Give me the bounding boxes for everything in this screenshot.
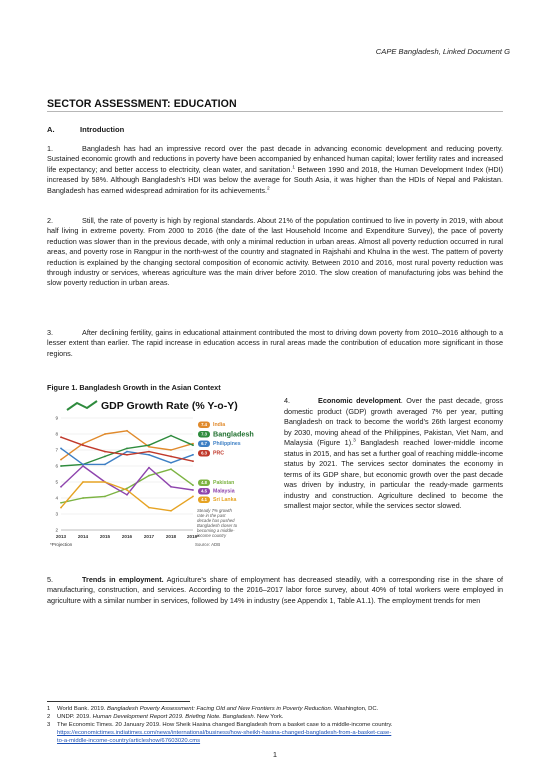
paragraph-number: 1. [47, 144, 54, 153]
legend-label: Philippines [213, 441, 241, 447]
data-point [126, 451, 128, 453]
section-letter: A. [47, 125, 55, 134]
paragraph-text: . Over the past decade, gross domestic product (GDP) growth averaged 7% per year, putting Bangladesh on track to become the world’s 26th largest economy by 2030, moving ahead of the Philippines, Pakistan, Viet Nam, and Malaysia (Figure 1). [284, 396, 503, 447]
data-point [148, 507, 150, 509]
data-point [148, 454, 150, 456]
data-point [60, 459, 62, 461]
data-point [192, 454, 194, 456]
legend-label: Bangladesh [213, 429, 254, 439]
data-point [148, 451, 150, 453]
legend-value: 4.1 [201, 497, 207, 502]
data-point [170, 468, 172, 470]
data-point [126, 494, 128, 496]
x-tick-label: 2016 [121, 534, 133, 539]
data-point [126, 430, 128, 432]
x-tick-label: 2018 [165, 534, 177, 539]
paragraph-text: Between 1990 and 2018, the Human Development Index (HDI) increased by 58%. Although Bangladesh’s HDI was below the average for South Asia, it was higher than the HDIs of Nepal and Pakistan. Bangladesh has earned widespread admiration for its achievements. [47, 164, 503, 195]
data-point [104, 481, 106, 483]
footnote-2 [47, 713, 507, 721]
legend-label: Malaysia [213, 488, 235, 495]
data-point [104, 433, 106, 435]
chart-source: Source: ADB [195, 542, 221, 547]
data-point [170, 435, 172, 437]
paragraph-number: 3. [47, 328, 54, 337]
legend-value: 6.7 [201, 441, 207, 446]
data-point [192, 489, 194, 491]
y-tick-label: 7 [55, 447, 58, 453]
data-point [148, 475, 150, 477]
paragraph-5 [47, 575, 503, 606]
data-point [104, 464, 106, 466]
data-point [170, 510, 172, 512]
data-point [104, 451, 106, 453]
data-point [82, 464, 84, 466]
data-point [60, 448, 62, 450]
footnote-text: World Bank. 2019. [57, 706, 107, 712]
gdp-growth-chart [47, 396, 275, 551]
data-point [60, 507, 62, 509]
legend-label: Pakistan [213, 480, 235, 486]
legend-value: 6.3 [201, 450, 207, 456]
data-point [104, 496, 106, 498]
chart-note-line: rate in the past [197, 513, 226, 518]
legend-value: 4.8 [201, 480, 207, 485]
data-point [192, 444, 194, 446]
chart-note-line: income country [197, 533, 227, 538]
section-name: Introduction [80, 125, 125, 134]
x-tick-label: 2014 [77, 534, 89, 539]
chart-svg [47, 396, 275, 551]
x-tick-label: 2015 [99, 534, 111, 539]
figure-caption: Figure 1. Bangladesh Growth in the Asian Context [47, 383, 221, 392]
data-point [192, 484, 194, 486]
data-point [192, 460, 194, 462]
data-point [170, 456, 172, 458]
y-tick-label: 5 [55, 479, 58, 485]
data-point [60, 436, 62, 438]
chart-note-line: Bangladesh closer to [197, 523, 238, 528]
chart-note-line: decade has pushed [197, 518, 235, 523]
chart-note-line: becoming a middle- [197, 528, 235, 533]
data-point [60, 465, 62, 467]
footnote-divider [47, 701, 190, 702]
data-point [82, 465, 84, 467]
footnote-link[interactable]: https://economictimes.indiatimes.com/news/international/business/how-sheikh-hasina-changed-bangladesh-from-a-basket-case- [57, 730, 392, 736]
x-tick-label: 2013 [55, 534, 67, 539]
footnote-ref[interactable]: 1 [292, 165, 296, 171]
data-point [170, 486, 172, 488]
data-point [170, 449, 172, 451]
data-point [82, 444, 84, 446]
paragraph-heading: Trends in employment. [82, 575, 164, 584]
footnote-ref[interactable]: 2 [267, 186, 270, 192]
paragraph-2 [47, 216, 503, 289]
footnote-title: Human Development Report 2019. Briefing Note. Bangladesh [92, 714, 254, 720]
data-point [104, 456, 106, 458]
paragraph-text: Bangladesh has had an impressive record over the past decade in advancing economic development and reducing poverty. Sustained economic growth and reductions in poverty have been accompanied by enhanced human capital; lower fertility rates and increased life expectancy; and better access to electricity, clean water, and sanitation. [47, 144, 503, 174]
y-tick-label: 8 [55, 431, 58, 437]
data-point [82, 497, 84, 499]
footnote-title: Bangladesh Poverty Assessment: Facing Old and New Frontiers in Poverty Reduction [107, 706, 331, 712]
paragraph-3 [47, 328, 503, 359]
footnote-text: . New York. [253, 714, 284, 720]
data-point [60, 486, 62, 488]
projection-note: *Projection [50, 542, 73, 547]
footnote-text: The Economic Times. 20 January 2019. How Sheik Hasina changed Bangladesh from a basket case to a middle-income country. [57, 722, 393, 728]
data-point [126, 454, 128, 456]
data-point [82, 481, 84, 483]
paragraph-text: Bangladesh reached lower-middle income status in 2015, and has set a further goal of reaching middle-income status by 2021. The services sector dominates the economy in terms of its GDP share, but economic growth over the past decade was driven by industry, in particular the ready-made garments industry and construction. Agriculture declined to become the smallest major sector, while the services sector slowed. [284, 438, 503, 510]
footnote-3 [47, 721, 507, 745]
data-point [126, 489, 128, 491]
footnote-number: 1 [47, 706, 51, 712]
footnote-text: UNDP. 2019. [57, 714, 93, 720]
y-tick-label: 9 [55, 415, 58, 421]
legend-value: 4.5 [201, 488, 207, 494]
paragraph-text: Agriculture’s share of employment has decreased steadily, with a corresponding rise in the share of manufacturing, construction, and services. According to the 2016–2017 labor force survey, about 40% of total workers were employed in agriculture with a similar number in services, followed by 14% in industry (see Appendix 1, Table A1.1). The employment trends for men [47, 575, 503, 605]
paragraph-number: 4. [284, 396, 291, 405]
footnote-link[interactable]: to-a-middle-income-country/articleshow/67603020.cms [57, 738, 201, 744]
footnote-number: 2 [47, 714, 51, 720]
legend-label: Sri Lanka [213, 497, 237, 503]
x-tick-label: 2019* [186, 534, 200, 539]
chart-title: GDP Growth Rate (% Y-o-Y) [101, 400, 238, 412]
legend-label: PRC [213, 450, 224, 457]
chart-note-line: Steady 7% growth [197, 508, 232, 513]
paragraph-1 [47, 144, 503, 196]
data-point [148, 446, 150, 448]
legend-label: India [213, 422, 226, 428]
footnote-1 [47, 705, 507, 713]
page-title: SECTOR ASSESSMENT: EDUCATION [47, 98, 237, 110]
page-number: 1 [272, 750, 278, 759]
y-tick-label: 2 [55, 527, 58, 533]
paragraph-heading: Economic development [318, 396, 401, 405]
paragraph-number: 5. [47, 575, 54, 584]
chart-background [47, 396, 275, 551]
footnote-number: 3 [47, 722, 51, 728]
y-tick-label: 4 [55, 495, 58, 501]
footnote-ref[interactable]: 3 [353, 438, 356, 444]
data-point [170, 462, 172, 464]
data-point [126, 448, 128, 450]
y-tick-label: 3 [55, 511, 58, 517]
data-point [60, 502, 62, 504]
data-point [192, 496, 194, 498]
data-point [148, 467, 150, 469]
legend-value: 7.3 [201, 431, 207, 437]
paragraph-4 [284, 396, 503, 512]
title-divider [47, 111, 503, 112]
paragraph-number: 2. [47, 216, 54, 225]
section-heading [47, 125, 124, 134]
data-point [148, 444, 150, 446]
y-tick-label: 6 [55, 463, 58, 469]
legend-value: 7.4 [201, 422, 207, 427]
paragraph-text: After declining fertility, gains in educational attainment contributed the most to driving down poverty from 2010–2016 although to a lesser extent than earlier. The rapid increase in education access in rural areas made the contribution of education more significant in those regions. [47, 328, 503, 358]
footnote-text: . Washington, DC. [330, 706, 379, 712]
running-header: CAPE Bangladesh, Linked Document G [375, 47, 510, 56]
x-tick-label: 2017 [143, 534, 155, 539]
paragraph-text: Still, the rate of poverty is high by regional standards. About 21% of the population continued to live in poverty in 2019, with about half living in extreme poverty. From 2000 to 2016 (the date of the last Household Income and Expenditure Survey), the pace of poverty reduction was slower than in the previous decade, with only a minimal reduction in urban areas. Almost all poverty reduction occurred in rural areas, and poverty rose in Rangpur in the north-west of the country and stagnated in Rajshahi and Khulna in the west. The pattern of poverty reduction is explained by the changing sectoral composition of economic activity. Between 2010 and 2016, most rural poverty reduction was through industry or services, whereas agriculture was the main driver before 2010. The slow creation of manufacturing jobs was behind the slow poverty reduction in urban areas. [47, 216, 503, 288]
